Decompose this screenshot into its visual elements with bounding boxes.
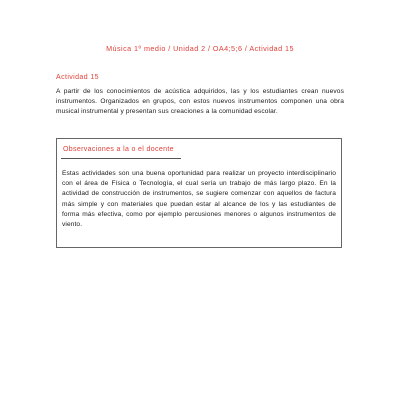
teacher-observations-box [56,138,342,248]
observations-title: Observaciones a la o el docente [63,146,174,153]
page-header-breadcrumb: Música 1º medio / Unidad 2 / OA4;5;6 / Actividad 15 [106,44,294,53]
observations-divider [61,158,181,159]
activity-title: Actividad 15 [56,74,99,81]
activity-description: A partir de los conocimientos de acústica adquiridos, las y los estudiantes crean nuevos instrumentos. Organizados en grupos, con estos nuevos instrumentos componen una obra musical instrumental y presentan sus creaciones a la comunidad escolar. [56,88,344,116]
observations-text: Estas actividades son una buena oportunidad para realizar un proyecto interdisciplinario con el área de Física o Tecnología, el cual sería un trabajo de más largo plazo. En la actividad de construcción de instrumentos, se sugiere comenzar con aquellos de factura más simple y con materiales que puedan estar al alcance de los y las estudiantes de forma más efectiva, como por ejemplo percusiones menores o algunos instrumentos de viento. [62,170,336,229]
